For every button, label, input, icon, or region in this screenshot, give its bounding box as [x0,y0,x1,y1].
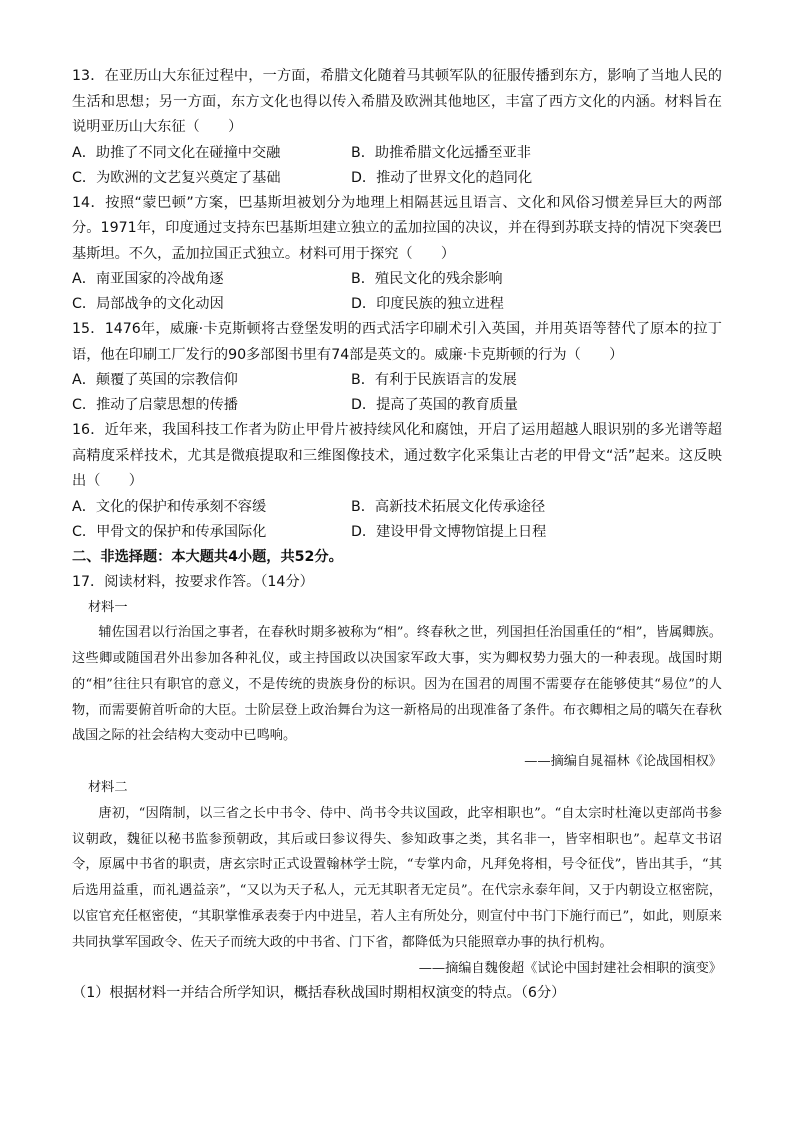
option-d: D．印度民族的独立进程 [351,296,504,312]
option-c: C．推动了启蒙思想的传播 [72,397,238,413]
option-b: B．助推希腊文化远播至亚非 [351,144,531,161]
option-b: B．殖民文化的残余影响 [351,271,503,287]
option-c: C．为欧洲的文艺复兴奠定了基础 [72,169,281,186]
option-a: A．南亚国家的冷战角逐 [72,271,224,287]
question-16-options [72,495,722,545]
material-1-source: ——摘编自晁福林《论战国相权》 [524,754,722,770]
question-13-stem: 13．在亚历山大东征过程中，一方面，希腊文化随着马其顿军队的征服传播到东方，影响了当地人民的生活和思想；另一方面，东方文化也得以传入希腊及欧洲其他地区，丰富了西方文化的内涵。材料旨在说明亚历山大东征（ ） [72,68,722,135]
exam-page [72,64,722,1006]
question-15-options [72,368,722,418]
option-c: C．局部战争的文化动因 [72,296,224,312]
option-a: A．文化的保护和传承刻不容缓 [72,498,267,515]
question-17-stem: 17．阅读材料，按要求作答。（14分） [72,573,314,590]
material-2-source: ——摘编自魏俊超《试论中国封建社会相职的演变》 [418,960,722,976]
material-1-text: 辅佐国君以行治国之事者，在春秋时期多被称为“相”。终春秋之世，列国担任治国重任的“相”，皆属卿族。这些卿或随国君外出参加各种礼仪，或主持国政以决国家军政大事，实为卿权势力强大的一种表现。战国时期的“相”往往只有职官的意义，不是传统的贵族身份的标识。因为在国君的周围不需要存在能够使其“易位”的人物，而需要俯首听命的大臣。士阶层登上政治舞台为这一新格局的出现准备了条件。布衣卿相之局的嚆矢在春秋战国之际的社会结构大变动中已鸣响。 [72,625,722,744]
option-c: C．甲骨文的保护和传承国际化 [72,523,267,540]
material-2-text: 唐初，“因隋制，以三省之长中书令、侍中、尚书令共议国政，此宰相职也”。“自太宗时杜淹以吏部尚书参议朝政，魏征以秘书监参预朝政，其后或曰参议得失、参知政事之类，其名非一，皆宰相职也”。起草文书诏令，原属中书省的职责，唐玄宗时正式设置翰林学士院，“专掌内命，凡拜免将相，号令征伐”，皆出其手，“其后选用益重，而礼遇益亲”，“又以为天子私人，元无其职者无定员”。在代宗永泰年间，又于内朝设立枢密院，以宦官充任枢密使，“其职掌惟承表奏于内中进呈，若人主有所处分，则宣付中书门下施行而已”，如此，则原来共同执掌军国政令、佐天子而统大政的中书省、门下省，都降低为只能照章办事的执行机构。 [72,805,722,950]
question-16-stem: 16．近年来，我国科技工作者为防止甲骨片被持续风化和腐蚀，开启了运用超越人眼识别的多光谱等超高精度采样技术，尤其是微痕提取和三维图像技术，通过数字化采集让古老的甲骨文“活”起来。这反映出（ ） [72,422,722,489]
material-1-title: 材料一 [88,599,128,615]
section-heading: 二、非选择题：本大题共4小题，共52分。 [72,548,343,565]
option-d: D．推动了世界文化的趋同化 [351,169,533,186]
question-14-options [72,267,722,317]
material-2-title: 材料二 [88,780,128,796]
option-a: A．颠覆了英国的宗教信仰 [72,372,238,388]
question-13-options [72,141,722,191]
option-d: D．建设甲骨文博物馆提上日程 [351,523,547,540]
question-17-sub1: （1）根据材料一并结合所学知识，概括春秋战国时期相权演变的特点。（6分） [72,985,566,1002]
option-b: B．高新技术拓展文化传承途径 [351,498,546,515]
option-a: A．助推了不同文化在碰撞中交融 [72,144,281,161]
question-14-stem: 14．按照“蒙巴顿”方案，巴基斯坦被划分为地理上相隔甚远且语言、文化和风俗习惯差异巨大的两部分。1971年，印度通过支持东巴基斯坦建立独立的孟加拉国的决议，并在得到苏联支持的情况下突袭巴基斯坦。不久，孟加拉国正式独立。材料可用于探究（ ） [72,194,722,262]
option-b: B．有利于民族语言的发展 [351,372,517,388]
option-d: D．提高了英国的教育质量 [351,397,518,413]
question-15-stem: 15．1476年，威廉·卡克斯顿将古登堡发明的西式活字印刷术引入英国，并用英语等替代了原本的拉丁语，他在印刷工厂发行的90多部图书里有74部是英文的。威廉·卡克斯顿的行为（ ） [72,321,722,363]
